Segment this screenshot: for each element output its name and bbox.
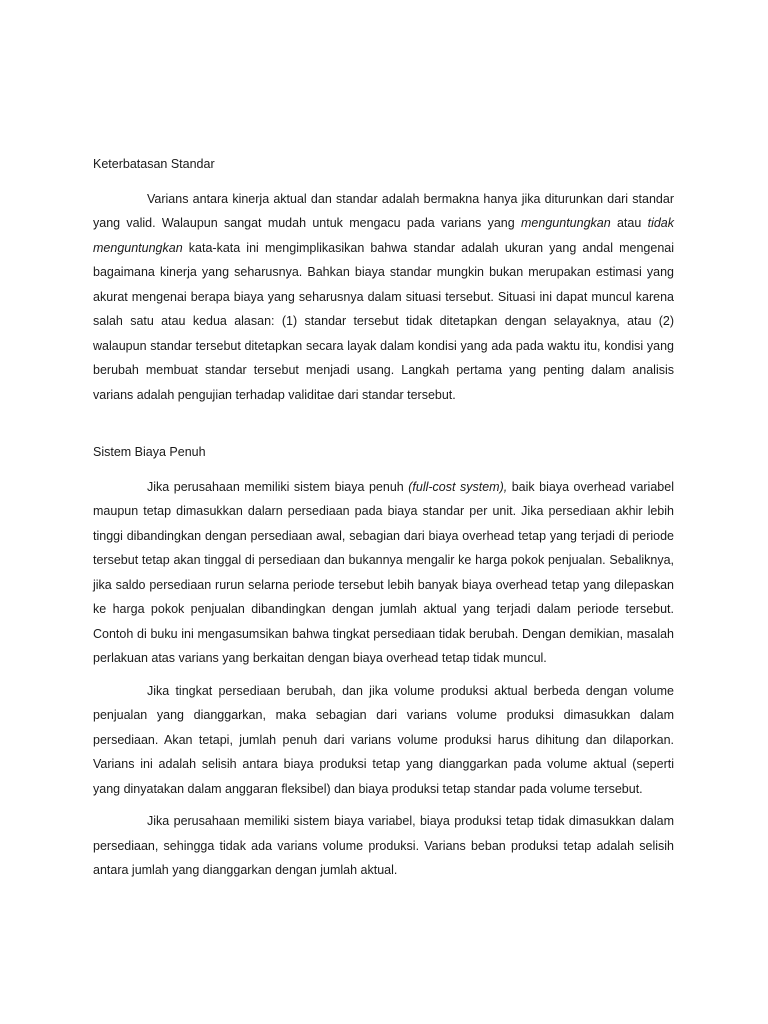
section-heading-sistem-biaya-penuh: Sistem Biaya Penuh [93, 445, 206, 459]
italic-text: menguntungkan [521, 216, 611, 230]
paragraph-text: kata-kata ini mengimplikasikan bahwa standar adalah ukuran yang andal mengenai bagaimana kinerja yang seharusnya. Bahkan biaya standar mungkin bukan merupakan estimasi yang akurat mengenai berapa biaya yang seharusnya dalam situasi tersebut. Situasi ini dapat muncul karena salah satu atau kedua alasan: (1) standar tersebut tidak ditetapkan dengan selayaknya, atau (2) walaupun standar tersebut ditetapkan secara layak dalam kondisi yang ada pada waktu itu, kondisi yang berubah membuat standar tersebut menjadi usang. Langkah pertama yang penting dalam analisis varians adalah pengujian terhadap validitae dari standar tersebut. [93, 240, 674, 402]
section-heading-keterbatasan-standar: Keterbatasan Standar [93, 157, 215, 171]
paragraph [93, 809, 674, 883]
paragraph-text: Varians antara kinerja aktual dan standar adalah bermakna hanya jika diturunkan dari standar yang valid. Walaupun sangat mudah untuk mengacu pada varians yang [93, 191, 674, 230]
paragraph [93, 475, 674, 671]
document-body [93, 152, 674, 883]
paragraph [93, 187, 674, 408]
paragraph-text: Jika perusahaan memiliki sistem biaya penuh [147, 479, 409, 494]
paragraph [93, 679, 674, 802]
paragraph-text: Jika tingkat persediaan berubah, dan jika volume produksi aktual berbeda dengan volume penjualan yang dianggarkan, maka sebagian dari varians volume produksi dimasukkan dalam persediaan. Akan tetapi, jumlah penuh dari varians volume produksi harus dihitung dan dilaporkan. Varians ini adalah selisih antara biaya produksi tetap yang dianggarkan pada volume aktual (seperti yang dinyatakan dalam anggaran fleksibel) dan biaya produksi tetap standar pada volume tersebut. [93, 683, 674, 796]
paragraph-text: Jika perusahaan memiliki sistem biaya variabel, biaya produksi tetap tidak dimasukkan dalam persediaan, sehingga tidak ada varians volume produksi. Varians beban produksi tetap adalah selisih antara jumlah yang dianggarkan dengan jumlah aktual. [93, 814, 674, 877]
italic-text: tidak menguntungkan [93, 216, 674, 255]
italic-text: (full-cost system), [408, 479, 508, 494]
paragraph-text: baik biaya overhead variabel maupun tetap dimasukkan dalarn persediaan pada biaya standar per unit. Jika persediaan akhir lebih tinggi dibandingkan dengan persediaan awal, sebagian dari biaya overhead tetap yang terjadi di periode tersebut tetap akan tinggal di persediaan dan bukannya mengalir ke harga pokok penjualan. Sebaliknya, jika saldo persediaan rurun selarna periode tersebut lebih banyak biaya overhead tetap yang dilepaskan ke harga pokok penjualan dibandingkan dengan jumlah aktual yang terjadi dalam periode tersebut. Contoh di buku ini mengasumsikan bahwa tingkat persediaan tidak berubah. Dengan demikian, masalah perlakuan atas varians yang berkaitan dengan biaya overhead tetap tidak muncul. [93, 479, 674, 665]
paragraph-text: atau [610, 216, 648, 230]
